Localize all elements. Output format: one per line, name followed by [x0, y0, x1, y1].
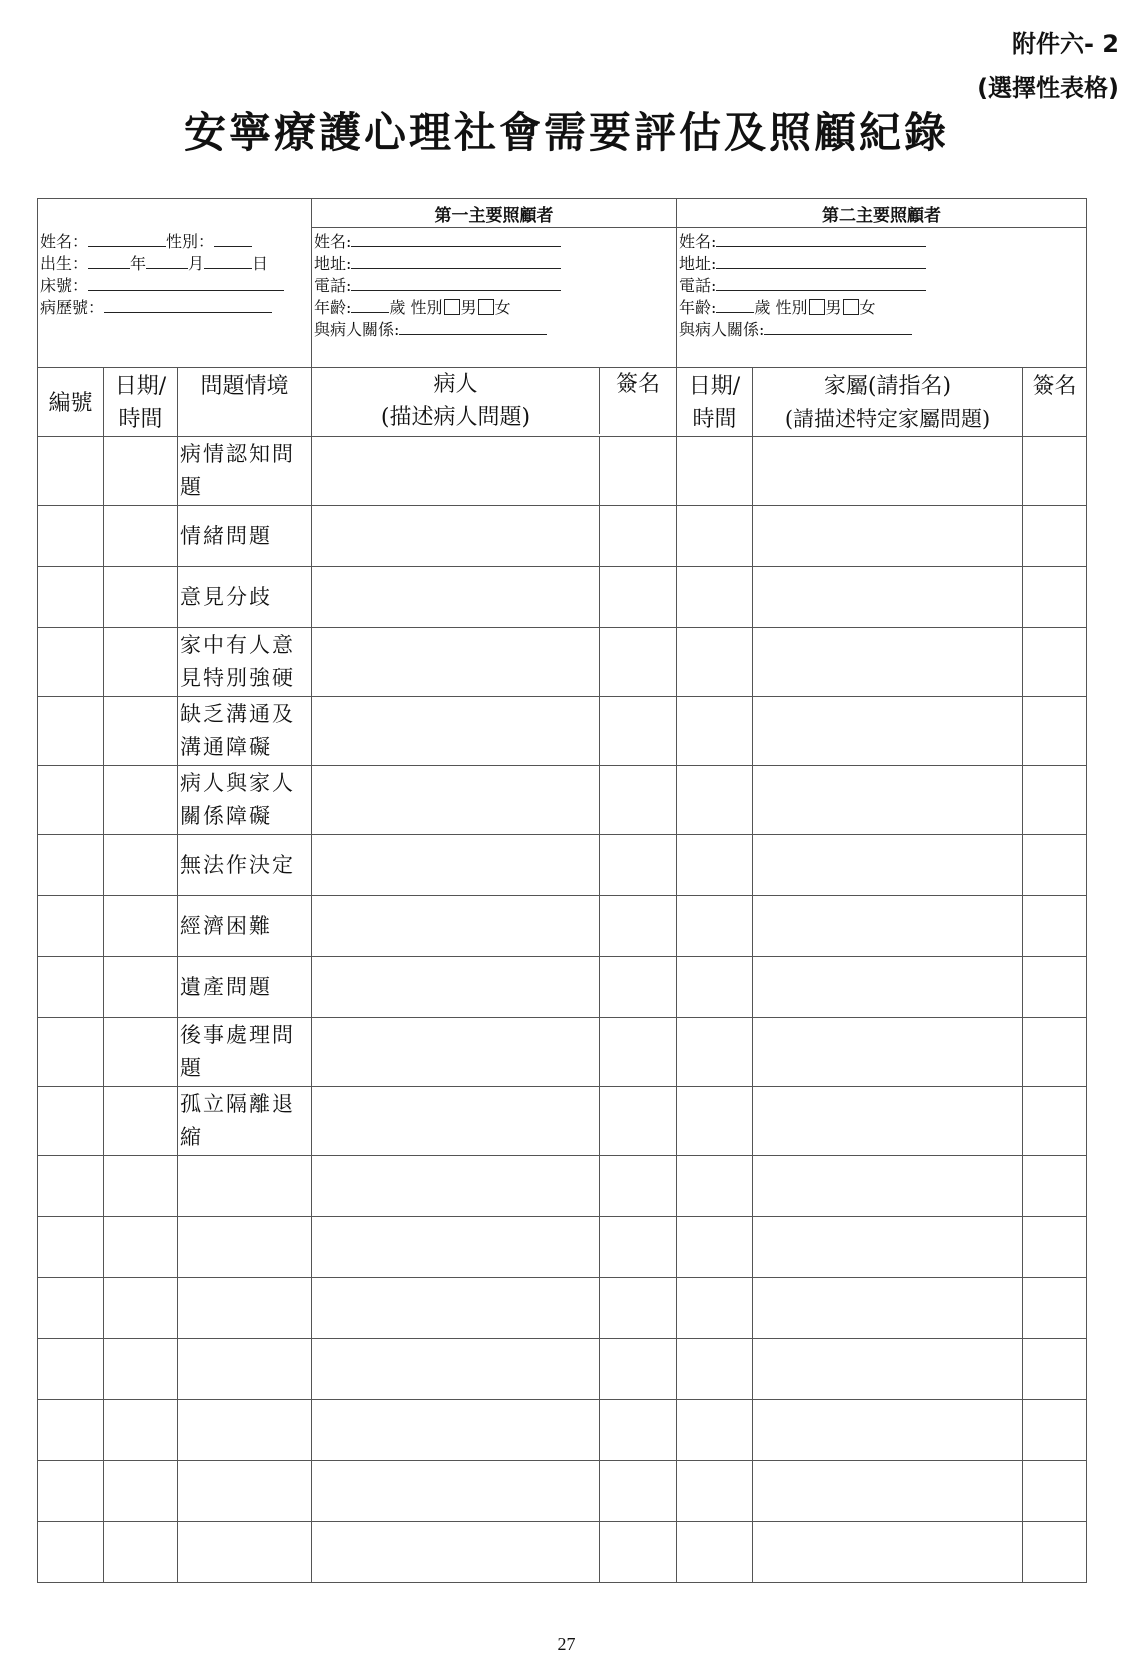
col-datetime-line2: 時間: [118, 407, 163, 432]
cell-issue: 情緒問題: [178, 506, 312, 567]
cell-family-datetime[interactable]: [677, 1400, 753, 1461]
patient-info-cell: [38, 199, 312, 368]
cell-family-desc[interactable]: [753, 1156, 1023, 1217]
cell-patient-sign[interactable]: [600, 766, 677, 835]
cell-number[interactable]: [38, 957, 104, 1018]
cell-family-datetime[interactable]: [677, 896, 753, 957]
record-form: [37, 198, 1077, 1583]
table-row: [38, 1400, 1087, 1461]
cell-family-sign[interactable]: [1023, 1018, 1087, 1087]
cell-family-sign[interactable]: [1023, 1087, 1087, 1156]
page-number: 27: [557, 1634, 576, 1654]
col-family-line2: (請描述特定家屬問題): [784, 407, 991, 431]
caregiver2-name-label: 姓名:: [679, 232, 717, 251]
patient-name-line: [40, 231, 309, 253]
cell-datetime[interactable]: [104, 896, 178, 957]
cell-patient-sign[interactable]: [600, 697, 677, 766]
col-patient-line1: 病人: [433, 372, 478, 397]
patient-bed-line: [40, 275, 309, 297]
table-row: [38, 1217, 1087, 1278]
cell-patient-desc[interactable]: [312, 1461, 600, 1522]
col-family: [753, 368, 1023, 437]
cell-datetime[interactable]: [104, 506, 178, 567]
cell-patient-desc[interactable]: [312, 1522, 600, 1583]
caregiver1-phone-label: 電話:: [314, 276, 352, 295]
col-family-line1: 家屬(請指名): [823, 374, 952, 399]
cell-family-sign[interactable]: [1023, 1278, 1087, 1339]
cell-family-sign[interactable]: [1023, 1156, 1087, 1217]
caregiver1-address-label: 地址:: [314, 254, 352, 273]
cell-family-sign[interactable]: [1023, 1339, 1087, 1400]
cell-family-desc[interactable]: [753, 1087, 1023, 1156]
cell-issue: [178, 1339, 312, 1400]
cell-family-desc[interactable]: [753, 1461, 1023, 1522]
cell-number[interactable]: [38, 1461, 104, 1522]
cell-number[interactable]: [38, 766, 104, 835]
cell-patient-sign[interactable]: [600, 835, 677, 896]
cell-patient-sign[interactable]: [600, 1156, 677, 1217]
cell-patient-desc[interactable]: [312, 697, 600, 766]
table-row: [38, 1339, 1087, 1400]
cell-family-datetime[interactable]: [677, 506, 753, 567]
col-patient-sign: 簽名: [616, 372, 661, 397]
cell-issue: [178, 1400, 312, 1461]
table-row: [38, 1156, 1087, 1217]
cell-family-sign[interactable]: [1023, 506, 1087, 567]
cell-family-desc[interactable]: [753, 506, 1023, 567]
cell-datetime[interactable]: [104, 437, 178, 506]
cell-patient-desc[interactable]: [312, 1087, 600, 1156]
table-row: [38, 1087, 1087, 1156]
cell-number[interactable]: [38, 1400, 104, 1461]
year-label: 年: [130, 254, 147, 273]
cell-family-sign[interactable]: [1023, 957, 1087, 1018]
annex-note: (選擇性表格): [977, 74, 1119, 102]
cell-family-desc[interactable]: [753, 1278, 1023, 1339]
cell-family-desc[interactable]: [753, 766, 1023, 835]
caregiver2-male-label: 男: [825, 298, 842, 317]
cell-number[interactable]: [38, 1018, 104, 1087]
cell-family-datetime[interactable]: [677, 957, 753, 1018]
cell-family-desc[interactable]: [753, 1217, 1023, 1278]
caregiver1-female-checkbox[interactable]: [478, 299, 494, 315]
cell-family-sign[interactable]: [1023, 835, 1087, 896]
cell-family-datetime[interactable]: [677, 1278, 753, 1339]
cell-patient-sign[interactable]: [600, 1522, 677, 1583]
cell-number[interactable]: [38, 437, 104, 506]
cell-issue: 後事處理問題: [178, 1018, 312, 1087]
cell-patient-desc[interactable]: [312, 1217, 600, 1278]
cell-issue: 病情認知問題: [178, 437, 312, 506]
caregiver2-heading: 第二主要照顧者: [677, 199, 1087, 228]
cell-datetime[interactable]: [104, 567, 178, 628]
cell-datetime[interactable]: [104, 1156, 178, 1217]
cell-patient-desc[interactable]: [312, 567, 600, 628]
cell-datetime[interactable]: [104, 1217, 178, 1278]
cell-family-desc[interactable]: [753, 1522, 1023, 1583]
cell-patient-desc[interactable]: [312, 766, 600, 835]
col-patient-line2: (描述病人問題): [380, 405, 531, 430]
cell-patient-desc[interactable]: [312, 1339, 600, 1400]
record-table: [37, 198, 1087, 1583]
cell-family-desc[interactable]: [753, 628, 1023, 697]
col-patient: [312, 368, 677, 437]
cell-patient-desc[interactable]: [312, 437, 600, 506]
cell-family-datetime[interactable]: [677, 1156, 753, 1217]
table-row: [38, 437, 1087, 506]
col-issue: 問題情境: [178, 368, 312, 437]
cell-patient-desc[interactable]: [312, 957, 600, 1018]
cell-number[interactable]: [38, 567, 104, 628]
cell-number[interactable]: [38, 1522, 104, 1583]
cell-number[interactable]: [38, 835, 104, 896]
cell-number[interactable]: [38, 896, 104, 957]
cell-datetime[interactable]: [104, 628, 178, 697]
cell-family-desc[interactable]: [753, 697, 1023, 766]
cell-issue: [178, 1461, 312, 1522]
cell-family-sign[interactable]: [1023, 1522, 1087, 1583]
table-row: [38, 1461, 1087, 1522]
col-datetime: [104, 368, 178, 437]
caregiver1-info: [312, 228, 677, 368]
cell-datetime[interactable]: [104, 1461, 178, 1522]
cell-patient-desc[interactable]: [312, 1018, 600, 1087]
cell-patient-sign[interactable]: [600, 1400, 677, 1461]
bed-label: 床號：: [40, 276, 89, 295]
patient-birth-line: [40, 253, 309, 275]
cell-family-datetime[interactable]: [677, 567, 753, 628]
cell-patient-desc[interactable]: [312, 1156, 600, 1217]
cell-patient-sign[interactable]: [600, 1217, 677, 1278]
cell-issue: 經濟困難: [178, 896, 312, 957]
table-row: [38, 628, 1087, 697]
cell-family-sign[interactable]: [1023, 766, 1087, 835]
cell-number[interactable]: [38, 1087, 104, 1156]
cell-patient-desc[interactable]: [312, 1278, 600, 1339]
col-number: 編號: [38, 368, 104, 437]
cell-family-sign[interactable]: [1023, 1400, 1087, 1461]
caregiver1-age-label: 年齡:: [314, 298, 352, 317]
annex-number: 附件六- 2: [1011, 30, 1119, 58]
cell-patient-desc[interactable]: [312, 835, 600, 896]
cell-number[interactable]: [38, 1217, 104, 1278]
caregiver1-male-label: 男: [460, 298, 477, 317]
cell-datetime[interactable]: [104, 1400, 178, 1461]
cell-family-desc[interactable]: [753, 896, 1023, 957]
cell-family-datetime[interactable]: [677, 835, 753, 896]
cell-patient-desc[interactable]: [312, 1400, 600, 1461]
cell-family-datetime[interactable]: [677, 1522, 753, 1583]
name-label: 姓名：: [40, 232, 89, 251]
cell-family-datetime[interactable]: [677, 1018, 753, 1087]
gender-label: 性別：: [166, 232, 215, 251]
cell-family-desc[interactable]: [753, 1018, 1023, 1087]
cell-issue: 無法作決定: [178, 835, 312, 896]
caregiver2-female-checkbox[interactable]: [843, 299, 859, 315]
cell-family-desc[interactable]: [753, 1400, 1023, 1461]
cell-issue: [178, 1522, 312, 1583]
table-row: [38, 766, 1087, 835]
patient-chart-line: [40, 297, 309, 319]
caregiver1-name-label: 姓名:: [314, 232, 352, 251]
cell-datetime[interactable]: [104, 766, 178, 835]
cell-family-desc[interactable]: [753, 957, 1023, 1018]
cell-family-datetime[interactable]: [677, 1461, 753, 1522]
cell-issue: 遺產問題: [178, 957, 312, 1018]
cell-number[interactable]: [38, 1156, 104, 1217]
cell-family-desc[interactable]: [753, 567, 1023, 628]
column-header-row: [38, 368, 1087, 437]
table-row: [38, 1522, 1087, 1583]
cell-issue: [178, 1217, 312, 1278]
cell-datetime[interactable]: [104, 957, 178, 1018]
cell-family-desc[interactable]: [753, 835, 1023, 896]
cell-family-sign[interactable]: [1023, 1217, 1087, 1278]
issue-rows: [38, 437, 1087, 1583]
caregiver2-age-label: 年齡:: [679, 298, 717, 317]
cell-family-sign[interactable]: [1023, 628, 1087, 697]
col-patient-desc: [312, 368, 600, 434]
cell-patient-desc[interactable]: [312, 506, 600, 567]
caregiver2-address-label: 地址:: [679, 254, 717, 273]
cell-issue: 病人與家人關係障礙: [178, 766, 312, 835]
table-row: [38, 697, 1087, 766]
table-row: [38, 896, 1087, 957]
col-datetime2-line2: 時間: [692, 407, 737, 432]
cell-number[interactable]: [38, 697, 104, 766]
cell-patient-sign[interactable]: [600, 628, 677, 697]
cell-datetime[interactable]: [104, 1278, 178, 1339]
cell-issue: 家中有人意見特別強硬: [178, 628, 312, 697]
page-title: 安寧療護心理社會需要評估及照顧紀錄: [183, 108, 949, 157]
cell-issue: 意見分歧: [178, 567, 312, 628]
caregiver1-relation-label: 與病人關係:: [314, 320, 400, 339]
table-row: [38, 835, 1087, 896]
cell-family-sign[interactable]: [1023, 437, 1087, 506]
birth-label: 出生：: [40, 254, 89, 273]
cell-family-datetime[interactable]: [677, 628, 753, 697]
cell-issue: 缺乏溝通及溝通障礙: [178, 697, 312, 766]
cell-patient-sign[interactable]: [600, 1461, 677, 1522]
caregiver2-phone-label: 電話:: [679, 276, 717, 295]
chart-label: 病歷號：: [40, 298, 105, 317]
cell-issue: [178, 1156, 312, 1217]
caregiver2-gender-label: 歲 性別: [754, 298, 808, 317]
month-label: 月: [188, 254, 205, 273]
cell-family-datetime[interactable]: [677, 697, 753, 766]
cell-family-desc[interactable]: [753, 1339, 1023, 1400]
cell-patient-sign[interactable]: [600, 1278, 677, 1339]
annex-label: [977, 22, 1119, 110]
cell-patient-sign[interactable]: [600, 437, 677, 506]
cell-patient-sign[interactable]: [600, 1087, 677, 1156]
cell-number[interactable]: [38, 1339, 104, 1400]
table-row: [38, 1018, 1087, 1087]
caregiver1-female-label: 女: [494, 298, 511, 317]
table-row: [38, 506, 1087, 567]
cell-number[interactable]: [38, 628, 104, 697]
cell-patient-sign[interactable]: [600, 1018, 677, 1087]
cell-datetime[interactable]: [104, 1018, 178, 1087]
caregiver2-female-label: 女: [859, 298, 876, 317]
cell-patient-desc[interactable]: [312, 896, 600, 957]
table-row: [38, 957, 1087, 1018]
caregiver1-gender-label: 歲 性別: [389, 298, 443, 317]
cell-patient-sign[interactable]: [600, 1339, 677, 1400]
cell-patient-sign[interactable]: [600, 896, 677, 957]
cell-family-sign[interactable]: [1023, 697, 1087, 766]
cell-family-datetime[interactable]: [677, 1339, 753, 1400]
cell-number[interactable]: [38, 1278, 104, 1339]
cell-family-datetime[interactable]: [677, 1217, 753, 1278]
cell-patient-sign[interactable]: [600, 506, 677, 567]
cell-datetime[interactable]: [104, 697, 178, 766]
cell-family-datetime[interactable]: [677, 766, 753, 835]
cell-family-sign[interactable]: [1023, 567, 1087, 628]
col-family-sign: 簽名: [1023, 368, 1087, 437]
cell-family-sign[interactable]: [1023, 896, 1087, 957]
cell-family-sign[interactable]: [1023, 1461, 1087, 1522]
cell-family-datetime[interactable]: [677, 1087, 753, 1156]
table-row: [38, 567, 1087, 628]
cell-patient-sign[interactable]: [600, 567, 677, 628]
table-row: [38, 1278, 1087, 1339]
cell-patient-desc[interactable]: [312, 628, 600, 697]
cell-patient-sign[interactable]: [600, 957, 677, 1018]
cell-datetime[interactable]: [104, 1522, 178, 1583]
col-datetime2-line1: 日期/: [688, 374, 741, 399]
cell-number[interactable]: [38, 506, 104, 567]
cell-family-desc[interactable]: [753, 437, 1023, 506]
cell-family-datetime[interactable]: [677, 437, 753, 506]
caregiver1-heading: 第一主要照顧者: [312, 199, 677, 228]
caregiver2-male-checkbox[interactable]: [809, 299, 825, 315]
cell-datetime[interactable]: [104, 1339, 178, 1400]
caregiver2-info: [677, 228, 1087, 368]
cell-datetime[interactable]: [104, 835, 178, 896]
col-datetime2: [677, 368, 753, 437]
day-label: 日: [252, 254, 269, 273]
caregiver1-male-checkbox[interactable]: [444, 299, 460, 315]
cell-datetime[interactable]: [104, 1087, 178, 1156]
col-datetime-line1: 日期/: [114, 374, 167, 399]
cell-issue: 孤立隔離退縮: [178, 1087, 312, 1156]
cell-issue: [178, 1278, 312, 1339]
caregiver2-relation-label: 與病人關係:: [679, 320, 765, 339]
